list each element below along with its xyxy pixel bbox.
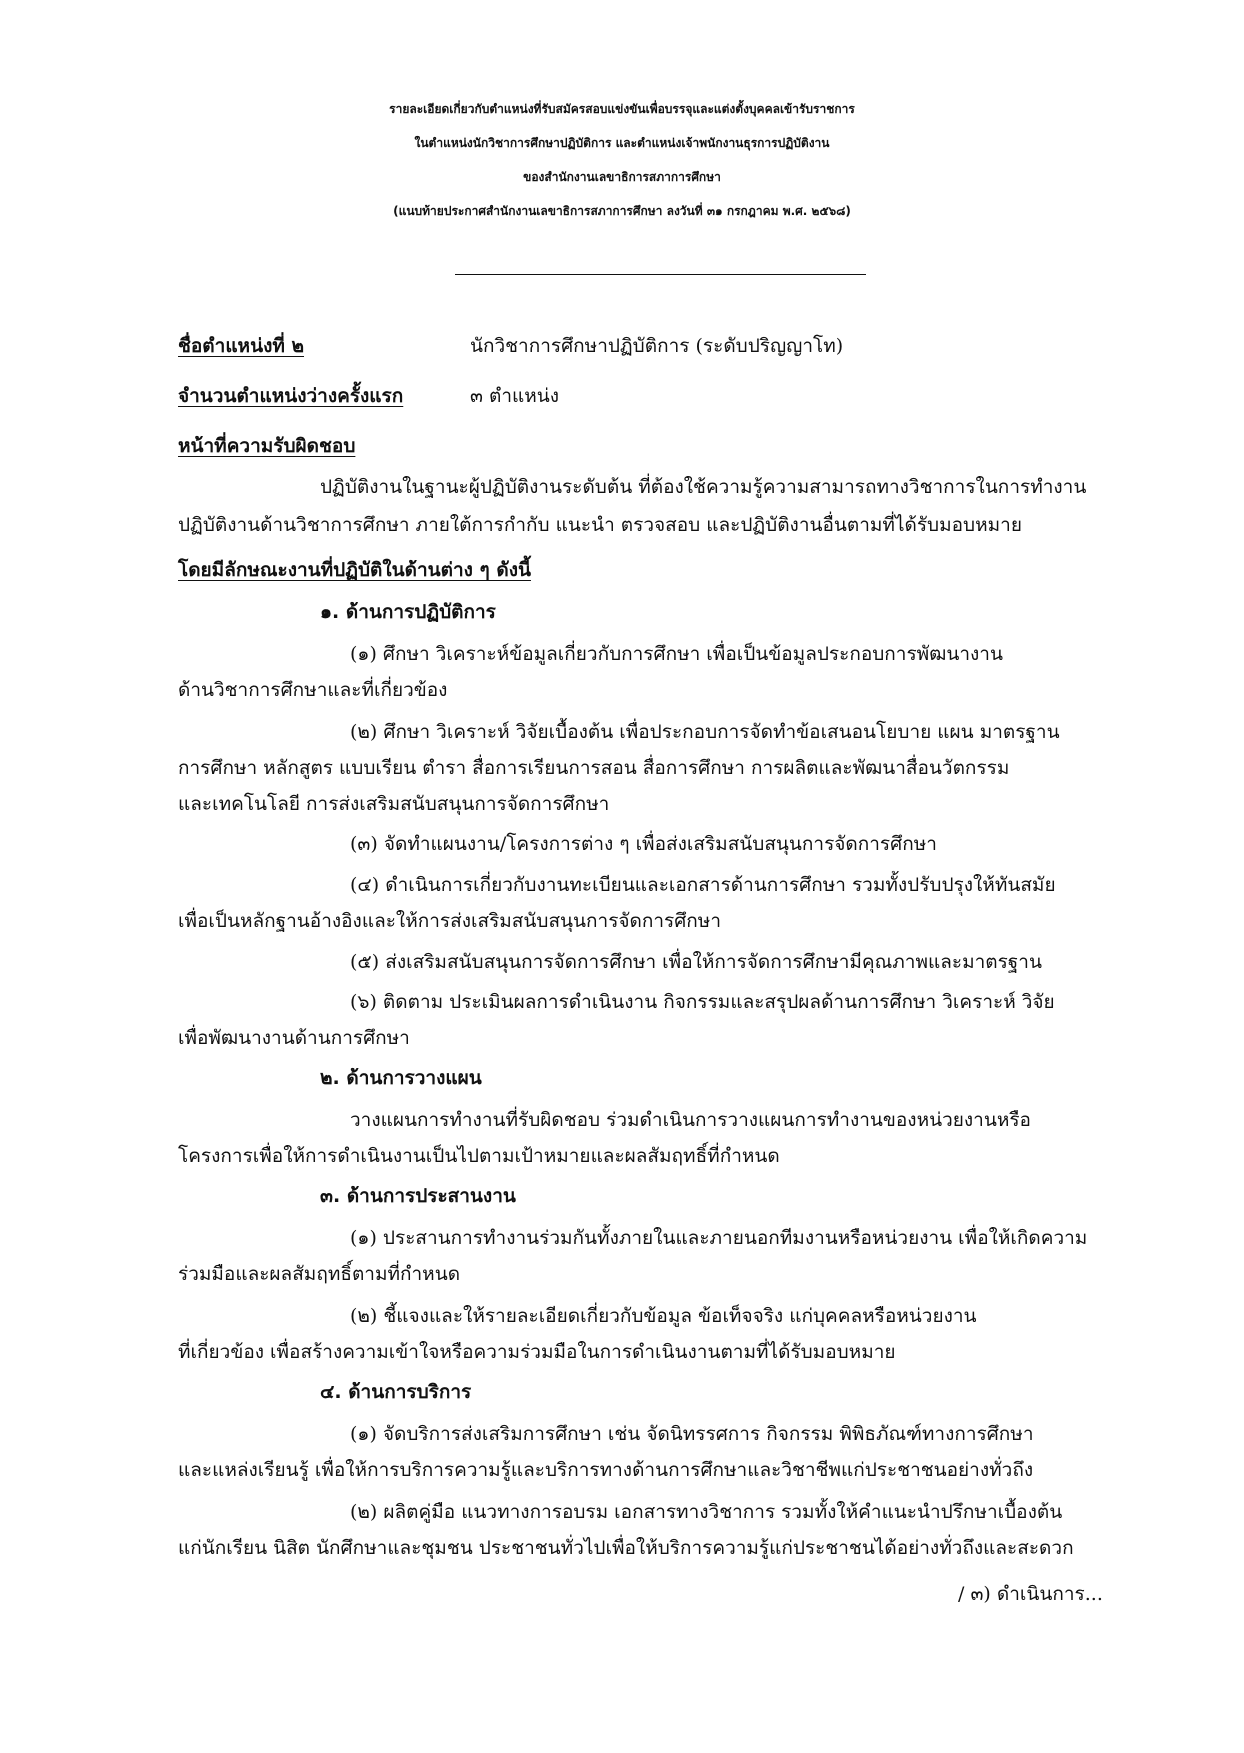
header-divider [455, 274, 866, 275]
s1-item-2-line-3: และเทคโนโลยี การส่งเสริมสนับสนุนการจัดการศึกษา [178, 793, 610, 815]
section-2-title: ๒. ด้านการวางแผน [320, 1067, 482, 1089]
duties-intro-line-2: ปฏิบัติงานด้านวิชาการศึกษา ภายใต้การกำกับ แนะนำ ตรวจสอบ และปฏิบัติงานอื่นตามที่ได้รับมอบหมาย [178, 514, 1022, 536]
s1-item-6-line-1: (๖) ติดตาม ประเมินผลการดำเนินงาน กิจกรรมและสรุปผลด้านการศึกษา วิเคราะห์ วิจัย [350, 991, 1055, 1013]
s3-item-2-line-1: (๒) ชี้แจงและให้รายละเอียดเกี่ยวกับข้อมูล ข้อเท็จจริง แก่บุคคลหรือหน่วยงาน [350, 1305, 977, 1327]
s4-item-1-line-1: (๑) จัดบริการส่งเสริมการศึกษา เช่น จัดนิทรรศการ กิจกรรม พิพิธภัณฑ์ทางการศึกษา [350, 1423, 1034, 1445]
vacancy-label: จำนวนตำแหน่งว่างครั้งแรก [178, 385, 404, 407]
duties-heading: หน้าที่ความรับผิดชอบ [178, 435, 356, 457]
s3-item-2-line-2: ที่เกี่ยวข้อง เพื่อสร้างความเข้าใจหรือความร่วมมือในการดำเนินงานตามที่ได้รับมอบหมาย [178, 1341, 896, 1363]
s3-item-1-line-1: (๑) ประสานการทำงานร่วมกันทั้งภายในและภายนอกทีมงานหรือหน่วยงาน เพื่อให้เกิดความ [350, 1227, 1088, 1249]
header-line-1: รายละเอียดเกี่ยวกับตำแหน่งที่รับสมัครสอบแข่งขันเพื่อบรรจุและแต่งตั้งบุคคลเข้ารับราชการ [389, 102, 855, 116]
vacancy-value: ๓ ตำแหน่ง [470, 385, 560, 407]
s1-item-1-line-2: ด้านวิชาการศึกษาและที่เกี่ยวข้อง [178, 679, 448, 701]
s1-item-2-line-2: การศึกษา หลักสูตร แบบเรียน ตำรา สื่อการเรียนการสอน สื่อการศึกษา การผลิตและพัฒนาสื่อนวัตกรรม [178, 757, 1010, 779]
position-name-value: นักวิชาการศึกษาปฏิบัติการ (ระดับปริญญาโท) [470, 335, 844, 357]
s1-item-5-line-1: (๕) ส่งเสริมสนับสนุนการจัดการศึกษา เพื่อให้การจัดการศึกษามีคุณภาพและมาตรฐาน [350, 951, 1042, 973]
s4-item-2-line-2: แก่นักเรียน นิสิต นักศึกษาและชุมชน ประชาชนทั่วไปเพื่อให้บริการความรู้แก่ประชาชนได้อย่างทั่วถึงและสะดวก [178, 1537, 1074, 1559]
characteristics-heading: โดยมีลักษณะงานที่ปฏิบัติในด้านต่าง ๆ ดังนี้ [178, 559, 531, 581]
document-header [0, 92, 1244, 228]
s1-item-4-line-1: (๔) ดำเนินการเกี่ยวกับงานทะเบียนและเอกสารด้านการศึกษา รวมทั้งปรับปรุงให้ทันสมัย [350, 874, 1056, 896]
s1-item-3-line-1: (๓) จัดทำแผนงาน/โครงการต่าง ๆ เพื่อส่งเสริมสนับสนุนการจัดการศึกษา [350, 833, 937, 855]
section-1-title: ๑. ด้านการปฏิบัติการ [320, 601, 496, 623]
s2-paragraph-line-2: โครงการเพื่อให้การดำเนินงานเป็นไปตามเป้าหมายและผลสัมฤทธิ์ที่กำหนด [178, 1145, 780, 1167]
page-continuation: / ๓) ดำเนินการ... [958, 1583, 1103, 1605]
s4-item-1-line-2: และแหล่งเรียนรู้ เพื่อให้การบริการความรู้และบริการทางด้านการศึกษาและวิชาชีพแก่ประชาชนอย่างทั่วถึง [178, 1459, 1034, 1481]
section-3-title: ๓. ด้านการประสานงาน [320, 1185, 516, 1207]
duties-intro-line-1: ปฏิบัติงานในฐานะผู้ปฏิบัติงานระดับต้น ที่ต้องใช้ความรู้ความสามารถทางวิชาการในการทำงาน [320, 476, 1087, 498]
header-line-3: ของสำนักงานเลขาธิการสภาการศึกษา [523, 170, 721, 184]
s4-item-2-line-1: (๒) ผลิตคู่มือ แนวทางการอบรม เอกสารทางวิชาการ รวมทั้งให้คำแนะนำปรึกษาเบื้องต้น [350, 1501, 1063, 1523]
s1-item-4-line-2: เพื่อเป็นหลักฐานอ้างอิงและให้การส่งเสริมสนับสนุนการจัดการศึกษา [178, 910, 722, 932]
s1-item-2-line-1: (๒) ศึกษา วิเคราะห์ วิจัยเบื้องต้น เพื่อประกอบการจัดทำข้อเสนอนโยบาย แผน มาตรฐาน [350, 721, 1060, 743]
s3-item-1-line-2: ร่วมมือและผลสัมฤทธิ์ตามที่กำหนด [178, 1263, 461, 1285]
s1-item-6-line-2: เพื่อพัฒนางานด้านการศึกษา [178, 1027, 410, 1049]
section-4-title: ๔. ด้านการบริการ [320, 1381, 472, 1403]
s2-paragraph-line-1: วางแผนการทำงานที่รับผิดชอบ ร่วมดำเนินการวางแผนการทำงานของหน่วยงานหรือ [350, 1109, 1031, 1131]
position-name-label: ชื่อตำแหน่งที่ ๒ [178, 335, 305, 357]
header-line-4: (แนบท้ายประกาศสำนักงานเลขาธิการสภาการศึกษา ลงวันที่ ๓๑ กรกฎาคม พ.ศ. ๒๕๖๘) [393, 204, 851, 218]
s1-item-1-line-1: (๑) ศึกษา วิเคราะห์ข้อมูลเกี่ยวกับการศึกษา เพื่อเป็นข้อมูลประกอบการพัฒนางาน [350, 643, 1003, 665]
header-line-2: ในตำแหน่งนักวิชาการศึกษาปฏิบัติการ และตำแหน่งเจ้าพนักงานธุรการปฏิบัติงาน [414, 136, 830, 150]
